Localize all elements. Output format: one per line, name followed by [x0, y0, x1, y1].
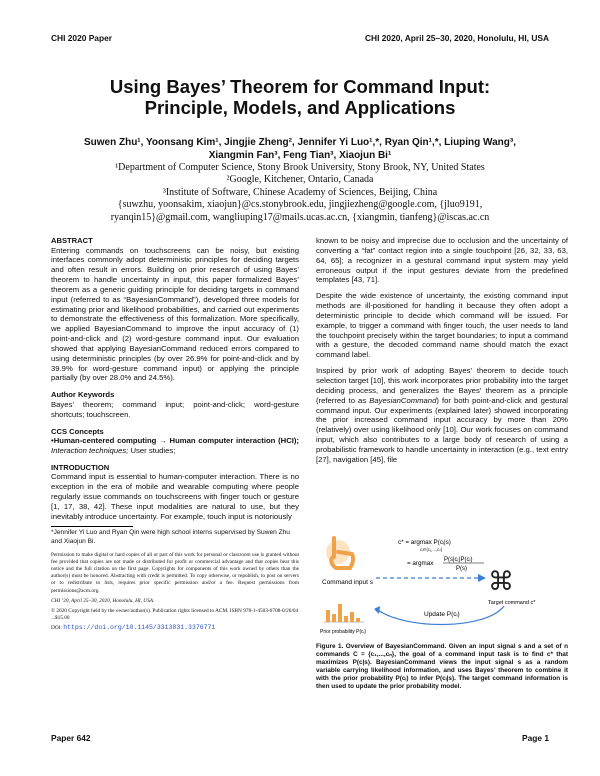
label-command-input: Command input s — [322, 579, 373, 586]
eq-argmax: = argmax — [407, 560, 434, 567]
keywords-heading: Author Keywords — [51, 390, 115, 400]
figure-caption: Figure 1. Overview of BayesianCommand. Given an input signal s and a set of n commands C = {c₁,...,cₙ}, the goal of a command input task is to find c* that maximizes P(c|s). BayesianCommand views the input signal s as a random variable carrying likelihood information, and uses Bayes’ theorem to combine it with the prior probability P(cᵢ) to infer P(cᵢ|s). The target command information is then used to update the prior probability model. — [316, 643, 568, 691]
author-list — [60, 136, 540, 162]
ccs-plain: User studies; — [128, 445, 176, 455]
ccs-heading: CCS Concepts — [51, 426, 104, 436]
running-header-left: CHI 2020 Paper — [51, 33, 112, 43]
affiliation-2: ²Google, Kitchener, Ontario, Canada — [226, 174, 374, 186]
eq-c-star: c* = argmax P(cᵢ|s) — [398, 539, 451, 546]
eq-numerator: P(s|cᵢ)P(cᵢ) — [444, 557, 473, 563]
prior-bars-icon — [324, 604, 364, 622]
paper-title — [0, 76, 600, 118]
ccs-bold: •Human-centered computing → Human computer interaction (HCI); — [51, 436, 299, 445]
affiliation-3: ³Institute of Software, Chinese Academy of Sciences, Beijing, China — [162, 186, 438, 198]
emails-line-2: ryanqin15}@gmail.com, wangliuping17@mails.ucas.ac.cn, {xiangmin, tianfeng}@iscas.ac.cn — [110, 211, 490, 223]
touch-hand-icon — [326, 538, 353, 568]
figure-1 — [316, 530, 568, 642]
eq-subscript: cᵢ∈{c₁,...,cₙ} — [420, 547, 443, 552]
right-para-3: Inspired by prior work of adopting Bayes’ theorem to decide touch selection target [10], this work incorporates prior probability into the target deciding process, and generalizes the Bayes’ theorem as a principle (referred to as BayesianCommand) for both point-and-click and gestural command input. Our experiments (explained later) showed incorporating the prior increased command input accuracy by more than 20% (relatively) over using likelihood only [10]. Our work focuses on command input, which also contributes to a large body of research of using a probabilistic framework to handle uncertainty in interaction (e.g., text entry [27], navigation [45], file — [316, 366, 568, 464]
footer-left: Paper 642 — [51, 733, 91, 743]
label-target-command: Target command c* — [488, 600, 536, 606]
running-header-right: CHI 2020, April 25–30, 2020, Honolulu, HI, USA — [365, 33, 549, 43]
copyright: © 2020 Copyright held by the owner/author(s). Publication rights licensed to ACM. ISBN 978-1-4503-6708-0/20/04 ...$15.00 — [51, 607, 299, 622]
footnote: *Jennifer Yi Luo and Ryan Qin were high school interns supervised by Suwen Zhu and Xiaojun Bi. — [51, 529, 290, 545]
affiliations — [40, 162, 560, 224]
title-line-1: Using Bayes’ Theorem for Command Input: — [109, 76, 491, 97]
label-prior: Prior probability P(cᵢ) — [320, 629, 367, 635]
footer-right: Page 1 — [521, 733, 549, 743]
abstract-text: Entering commands on touchscreens can be noisy, but existing interfaces commonly adopt deterministic principles for deciding targets and often result in errors. Building on prior research of using Bayes’ theorem to handle uncertainty in input, this paper formalized Bayes’ theorem as a generic guiding principle for deciding targets in command input (referred to as “BayesianCommand”), developed three models for estimating prior and likelihood probabilities, and carried out experiments to demonstrate the effectiveness of this formalization. More specifically, we applied BayesianCommand to improve the input accuracy of (1) point-and-click and (2) word-gesture command input. Our evaluation showed that applying BayesianCommand reduced errors compared to using deterministic principles (by over 26.9% for point-and-click and by 39.9% for word-gesture command input) or applying the principle partially (by over 28.0% and 24.5%). — [51, 245, 299, 383]
right-para-1: known to be noisy and imprecise due to occlusion and the uncertainty of converting a “fat” contact region into a single touchpoint [26, 32, 33, 63, 64, 65]; a recognizer in a gestural command input system may yield erroneous output if the input gestures deviate from the predefined templates [43, 71]. — [316, 236, 568, 285]
doi-line — [51, 624, 299, 632]
intro-heading: INTRODUCTION — [51, 462, 110, 472]
footnote-rule — [51, 526, 133, 527]
abstract-heading: ABSTRACT — [51, 236, 93, 245]
title-line-2: Principle, Models, and Applications — [144, 97, 456, 118]
label-update: Update P(cᵢ) — [424, 611, 460, 618]
ccs-italic: Interaction techniques; — [51, 445, 129, 455]
venue-line: CHI ’20, April 25–30, 2020, Honolulu, HI, USA. — [51, 597, 155, 604]
left-column — [51, 236, 299, 632]
authors-line-2: Xiangmin Fan³, Feng Tian³, Xiaojun Bi¹ — [208, 150, 392, 161]
eq-denominator: P(s) — [456, 566, 467, 572]
right-column — [316, 236, 568, 465]
emails-line-1: {suwzhu, yoonsakim, xiaojun}@cs.stonybrook.edu, jingjiezheng@google.com, {jluo9191, — [117, 199, 483, 211]
doi-label: DOI: — [51, 625, 62, 632]
command-key-icon: ⌘ — [488, 567, 514, 597]
permission-notice: Permission to make digital or hard copies of all or part of this work for personal or classroom use is granted without fee provided that copies are not made or distributed for profit or commercial advantage and that copies bear this notice and the full citation on the first page. Copyrights for components of this work owned by others than the author(s) must be honored. Abstracting with credit is permitted. To copy otherwise, or republish, to post on servers or to redistribute to lists, requires prior specific permission and/or a fee. Request permissions from permissions@acm.org. — [51, 551, 299, 594]
ccs-text — [51, 436, 299, 456]
intro-text: Command input is essential to human-computer interaction. There is no exception in the era of mobile and wearable computing where people regularly issue commands on touchscreens with finger touch or gesture [1, 17, 38, 42]. These input modalities are natural to use, but they inevitably introduce uncertainty. For example, touch input is notoriously — [51, 472, 299, 521]
affiliation-1: ¹Department of Computer Science, Stony Brook University, Stony Brook, NY, United States — [115, 162, 485, 173]
right-para-2: Despite the wide existence of uncertainty, the existing command input methods are ill-positioned for handling it because they often adopt a deterministic principle to decide which command will be issued. For example, to trigger a command with finger touch, the user needs to land the touchpoint precisely within the target boundaries; to input a command with a gesture, the decoded command name should match the exact command label. — [316, 291, 568, 360]
authors-line-1: Suwen Zhu¹, Yoonsang Kim¹, Jingjie Zheng², Jennifer Yi Luo¹,*, Ryan Qin¹,*, Liuping Wang³, — [83, 137, 517, 148]
doi-link[interactable]: https://doi.org/10.1145/3313831.3376771 — [63, 624, 216, 632]
keywords-text: Bayes’ theorem; command input; point-and-click; word-gesture shortcuts; touchscreen. — [51, 399, 299, 419]
